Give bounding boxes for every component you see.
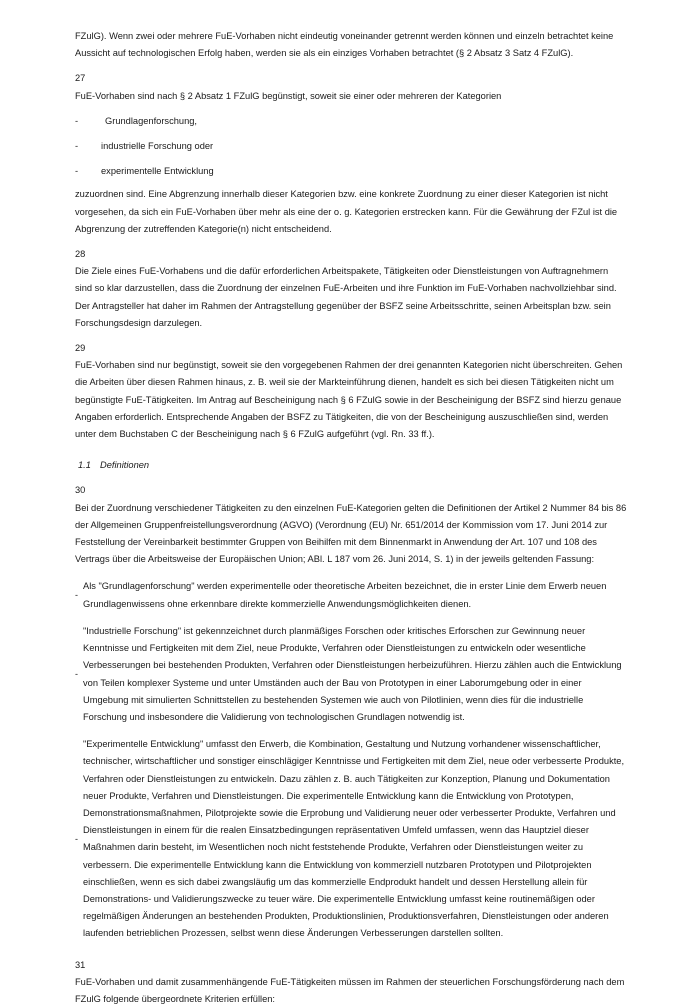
- margin-number-28: 28: [75, 249, 86, 260]
- margin-number-31: 31: [75, 959, 86, 970]
- list-item-category: [75, 163, 627, 180]
- category-label: experimentelle Entwicklung: [101, 166, 214, 177]
- bullet-mark: -: [75, 141, 79, 152]
- paragraph-30: Bei der Zuordnung verschiedener Tätigkeiten zu den einzelnen FuE-Kategorien gelten die Definitionen der Artikel 2 Nummer 84 bis 86 der Allgemeinen Gruppenfreistellungsverordnung (AGVO) (Verordnung (EU) Nr. 651/2014 der Kommission vom 17. Juni 2014 zur Feststellung der Vereinbarkeit bestimmter Gruppen von Beihilfen mit dem Binnenmarkt in Anwendung der Art. 107 und 108 des Vertrags über die Arbeitsweise der Europäischen Union; ABl. L 187 vom 26. Juni 2014, S. 1) in der jeweils geltenden Fassung:: [75, 502, 627, 565]
- section-title: Definitionen: [100, 460, 150, 471]
- list-item-category: [75, 138, 627, 155]
- list-item-category: [75, 113, 627, 130]
- definition-text: Als "Grundlagenforschung" werden experimentelle oder theoretische Arbeiten bezeichnet, die in erster Linie dem Erwerb neuen Grundlagenwissens ohne erkennbare direkte kommerzielle Anwendungsmöglichkeiten dienen.: [83, 581, 607, 609]
- paragraph-28: Die Ziele eines FuE-Vorhabens und die dafür erforderlichen Arbeitspakete, Tätigkeiten oder Dienstleistungen von Auftragnehmern sind so klar darzustellen, dass die Zuordnung der einzelnen FuE-Arbeiten und ihre Funktion im FuE-Vorhaben nachvollziehbar sind. Der Antragsteller hat daher im Rahmen der Antragstellung gegenüber der BSFZ seine Arbeitsschritte, seinen Arbeitsplan bzw. sein Forschungsdesign darzulegen.: [75, 266, 617, 328]
- definition-text: "Industrielle Forschung" ist gekennzeichnet durch planmäßiges Forschen oder kritisches Erforschen zur Gewinnung neuer Kenntnisse und Fertigkeiten mit dem Ziel, neue Produkte, Verfahren oder Dienstleistungen zu entwickeln oder wesentliche Verbesserungen bei bestehenden Produkten, Verfahren oder Dienstleistungen herbeizuführen. Hierzu zählen auch die Entwicklung von Teilen komplexer Systeme und unter Umständen auch der Bau von Prototypen in einer Laborumgebung oder in einer Umgebung mit simulierten Schnittstellen zu bestehenden Systemen wie auch von Pilotlinien, wenn dies für die industrielle Forschung und insbesondere die Validierung von technologischen Grundlagen notwendig ist.: [83, 625, 622, 722]
- paragraph-29: FuE-Vorhaben sind nur begünstigt, soweit sie den vorgegebenen Rahmen der drei genannten Kategorien nicht überschreiten. Gehen die Arbeiten über diesen Rahmen hinaus, z. B. weil sie der Markteinführung dienen, handelt es sich bei diesen Tätigkeiten nicht um begünstigte FuE-Tätigkeiten. Im Antrag auf Bescheinigung nach § 6 FZulG sowie in der Bescheinigung der BSFZ sind hierzu genaue Angaben erforderlich. Entsprechende Angaben der BSFZ zu Tätigkeiten, die von der Bescheinigung auszuschließen sind, werden unter dem Buchstaben C der Bescheinigung nach § 6 FZulG aufgeführt (vgl. Rn. 33 ff.).: [75, 360, 623, 440]
- category-label: industrielle Forschung oder: [101, 141, 214, 152]
- definition-item: [75, 736, 627, 942]
- bullet-mark: -: [75, 668, 78, 679]
- category-label: Grundlagenforschung,: [105, 115, 197, 126]
- bullet-mark: -: [75, 166, 79, 177]
- document-page: [75, 28, 627, 1008]
- definition-text: "Experimentelle Entwicklung" umfasst den Erwerb, die Kombination, Gestaltung und Nutzung vorhandener wissenschaftlicher, technischer, wirtschaftlicher und sonstiger einschlägiger Kenntnisse und Fertigkeiten mit dem Ziel, neue oder verbesserte Produkte, Verfahren oder Dienstleistungen zu entwickeln. Dazu zählen z. B. auch Tätigkeiten zur Konzeption, Planung und Dokumentation neuer Produkte, Verfahren und Dienstleistungen. Die experimentelle Entwicklung kann die Entwicklung von Prototypen, Demonstrationsmaßnahmen, Pilotprojekte sowie die Erprobung und Validierung neuer oder verbesserter Produkte, Verfahren und Dienstleistungen in einem für die realen Einsatzbedingungen repräsentativen Umfeld umfassen, wenn das Hauptziel dieser Maßnahmen darin besteht, im Wesentlichen noch nicht feststehende Produkte, Verfahren oder Dienstleistungen weiter zu verbessern. Die experimentelle Entwicklung kann die Entwicklung von kommerziell nutzbaren Prototypen und Pilotprojekten einschließen, wenn es sich dabei zwangsläufig um das kommerzielle Endprodukt handelt und dessen Herstellung allein für Demonstrations- und Validierungszwecke zu teuer wäre. Die experimentelle Entwicklung umfasst keine routinemäßigen oder regelmäßigen Änderungen an bestehenden Produkten, Produktionslinien, Produktionsverfahren, Dienstleistungen oder anderen laufenden betrieblichen Prozessen, selbst wenn diese Änderungen Verbesserungen darstellen sollten.: [83, 739, 625, 939]
- margin-number-30: 30: [75, 485, 86, 496]
- margin-number-29: 29: [75, 343, 86, 354]
- paragraph-continuation: FZulG). Wenn zwei oder mehrere FuE-Vorhaben nicht eindeutig voneinander getrennt werden können und einzeln betrachtet keine Aussicht auf technologischen Erfolg haben, werden sie als ein einziges Vorhaben betrachtet (§ 2 Absatz 3 Satz 4 FZulG).: [75, 31, 614, 59]
- margin-number-27: 27: [75, 73, 86, 84]
- definition-item: [75, 623, 627, 726]
- bullet-mark: -: [75, 115, 79, 126]
- bullet-mark: -: [75, 833, 78, 844]
- section-number: 1.1: [78, 460, 91, 471]
- paragraph-27-rest: zuzuordnen sind. Eine Abgrenzung innerhalb dieser Kategorien bzw. eine konkrete Zuordnung zu einer dieser Kategorien ist nicht vorgesehen, da sich ein FuE-Vorhaben über mehr als eine der o. g. Kategorien erstrecken kann. Für die Gewährung der FZul ist die Abgrenzung der zutreffenden Kategorie(n) nicht entscheidend.: [75, 189, 618, 234]
- section-heading: [75, 457, 627, 474]
- paragraph-31: FuE-Vorhaben und damit zusammenhängende FuE-Tätigkeiten müssen im Rahmen der steuerlichen Forschungsförderung nach dem FZulG folgende übergeordnete Kriterien erfüllen:: [75, 976, 625, 1004]
- bullet-mark: -: [75, 590, 78, 601]
- paragraph-27-intro: FuE-Vorhaben sind nach § 2 Absatz 1 FZulG begünstigt, soweit sie einer oder mehreren der Kategorien: [75, 90, 502, 101]
- definition-item: [75, 578, 627, 612]
